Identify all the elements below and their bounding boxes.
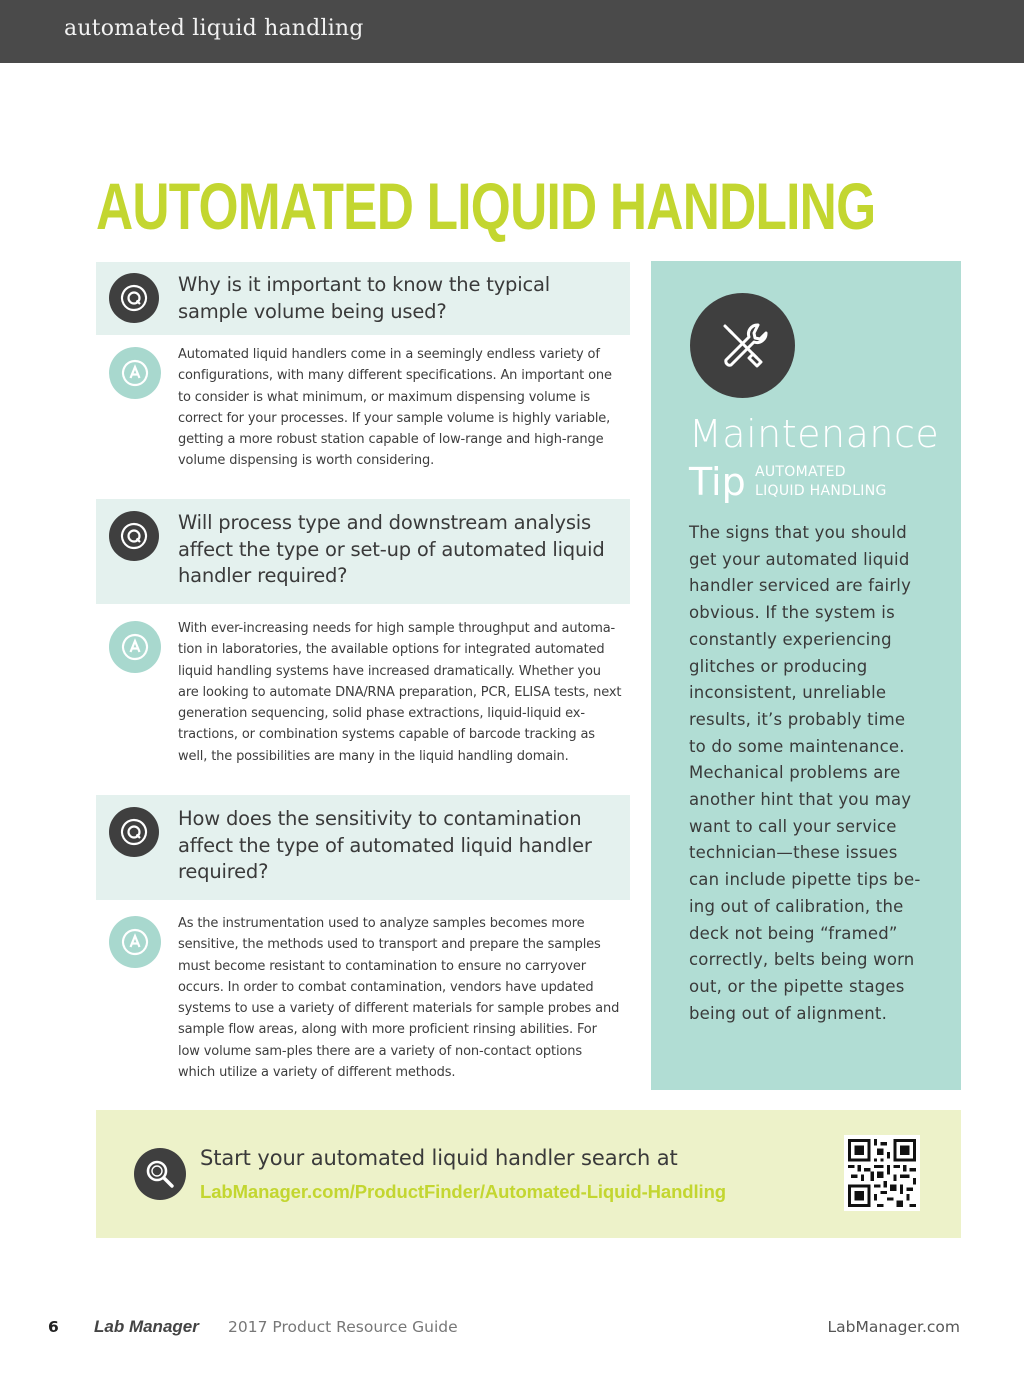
tip-body: The signs that you should get your automated liquid handler serviced are fairly obvious. If the system is constantly experiencing glitches or producing inconsistent, unreliable results, it’s probably time to do some maintenance. Mechanical problems are another hint that you may want to call your service technician—these issues can include pipette tips be-ing out of calibration, the deck not being “framed” correctly, belts being worn out, or the pipette stages being out of alignment. [689, 523, 921, 1023]
search-icon-badge [134, 1148, 186, 1200]
search-icon [143, 1157, 177, 1191]
qr-code-graphic [848, 1139, 916, 1207]
answer-badge [109, 347, 161, 399]
question-text: How does the sensitivity to contamination affect the type of automated liquid handler required? [178, 807, 592, 883]
question-text: Why is it important to know the typical sample volume being used? [178, 273, 550, 323]
footer-guide-title: 2017 Product Resource Guide [228, 1318, 458, 1336]
tip-title: Maintenance [689, 412, 940, 456]
tools-icon [713, 316, 773, 376]
tip-subtitle-line: LIQUID HANDLING [755, 483, 887, 499]
footer-site-link[interactable]: LabManager.com [827, 1318, 960, 1336]
q-icon [119, 283, 149, 313]
product-finder-link[interactable]: LabManager.com/ProductFinder/Automated-Liquid-Handling [200, 1181, 726, 1202]
question-badge [109, 511, 159, 561]
answer-text: As the instrumentation used to analyze samples becomes more sensitive, the methods used to transport and prepare the samples must become resistant to contamination to ensure no carryover occurs. In order to combat contamination, vendors have updated systems to use a variety of different materials for sample probes and sample flow areas, along with more proficient rinsing abilities. For low volume sam-ples there are a variety of non-contact options which utilize a variety of different methods. [178, 916, 620, 1081]
answer-badge [109, 916, 161, 968]
page-title: AUTOMATED LIQUID HANDLING [96, 169, 876, 243]
running-header [0, 0, 1024, 63]
tools-icon-badge [690, 293, 795, 398]
question-block [96, 499, 630, 604]
tip-subtitle [755, 463, 925, 501]
a-icon [120, 358, 150, 388]
question-block [96, 795, 630, 900]
question-text: Will process type and downstream analysis affect the type or set-up of automated liquid handler required? [178, 511, 605, 587]
question-badge [109, 273, 159, 323]
answer-text: With ever-increasing needs for high sample throughput and automa-tion in laboratories, the available options for integrated automated liquid handling systems have increased dramatically. Whether you are looking to automate DNA/RNA preparation, PCR, ELISA tests, next generation sequencing, solid phase extractions, liquid-liquid ex-tractions, or combination systems capable of barcode tracking as well, the possibilities are many in the liquid handling domain. [178, 621, 622, 764]
question-badge [109, 807, 159, 857]
q-icon [119, 521, 149, 551]
qr-code-icon[interactable] [844, 1135, 920, 1211]
tip-subtitle-line: AUTOMATED [755, 464, 846, 480]
page-number: 6 [48, 1318, 59, 1336]
maintenance-tip-box [651, 261, 961, 1090]
search-callout [96, 1110, 961, 1238]
search-callout-text: Start your automated liquid handler search at [200, 1146, 678, 1170]
footer-brand: Lab Manager [94, 1317, 199, 1336]
a-icon [120, 632, 150, 662]
answer-badge [109, 621, 161, 673]
q-icon [119, 817, 149, 847]
running-title: automated liquid handling [64, 16, 364, 41]
answer-text: Automated liquid handlers come in a seemingly endless variety of configurations, with many different specifications. An important one to consider is what minimum, or maximum dispensing volume is correct for your processes. If your sample volume is highly variable, getting a more robust station capable of low-range and high-range volume dispensing is worth considering. [178, 347, 612, 469]
tip-title-second-line: Tip [689, 460, 746, 504]
a-icon [120, 927, 150, 957]
question-block [96, 262, 630, 335]
